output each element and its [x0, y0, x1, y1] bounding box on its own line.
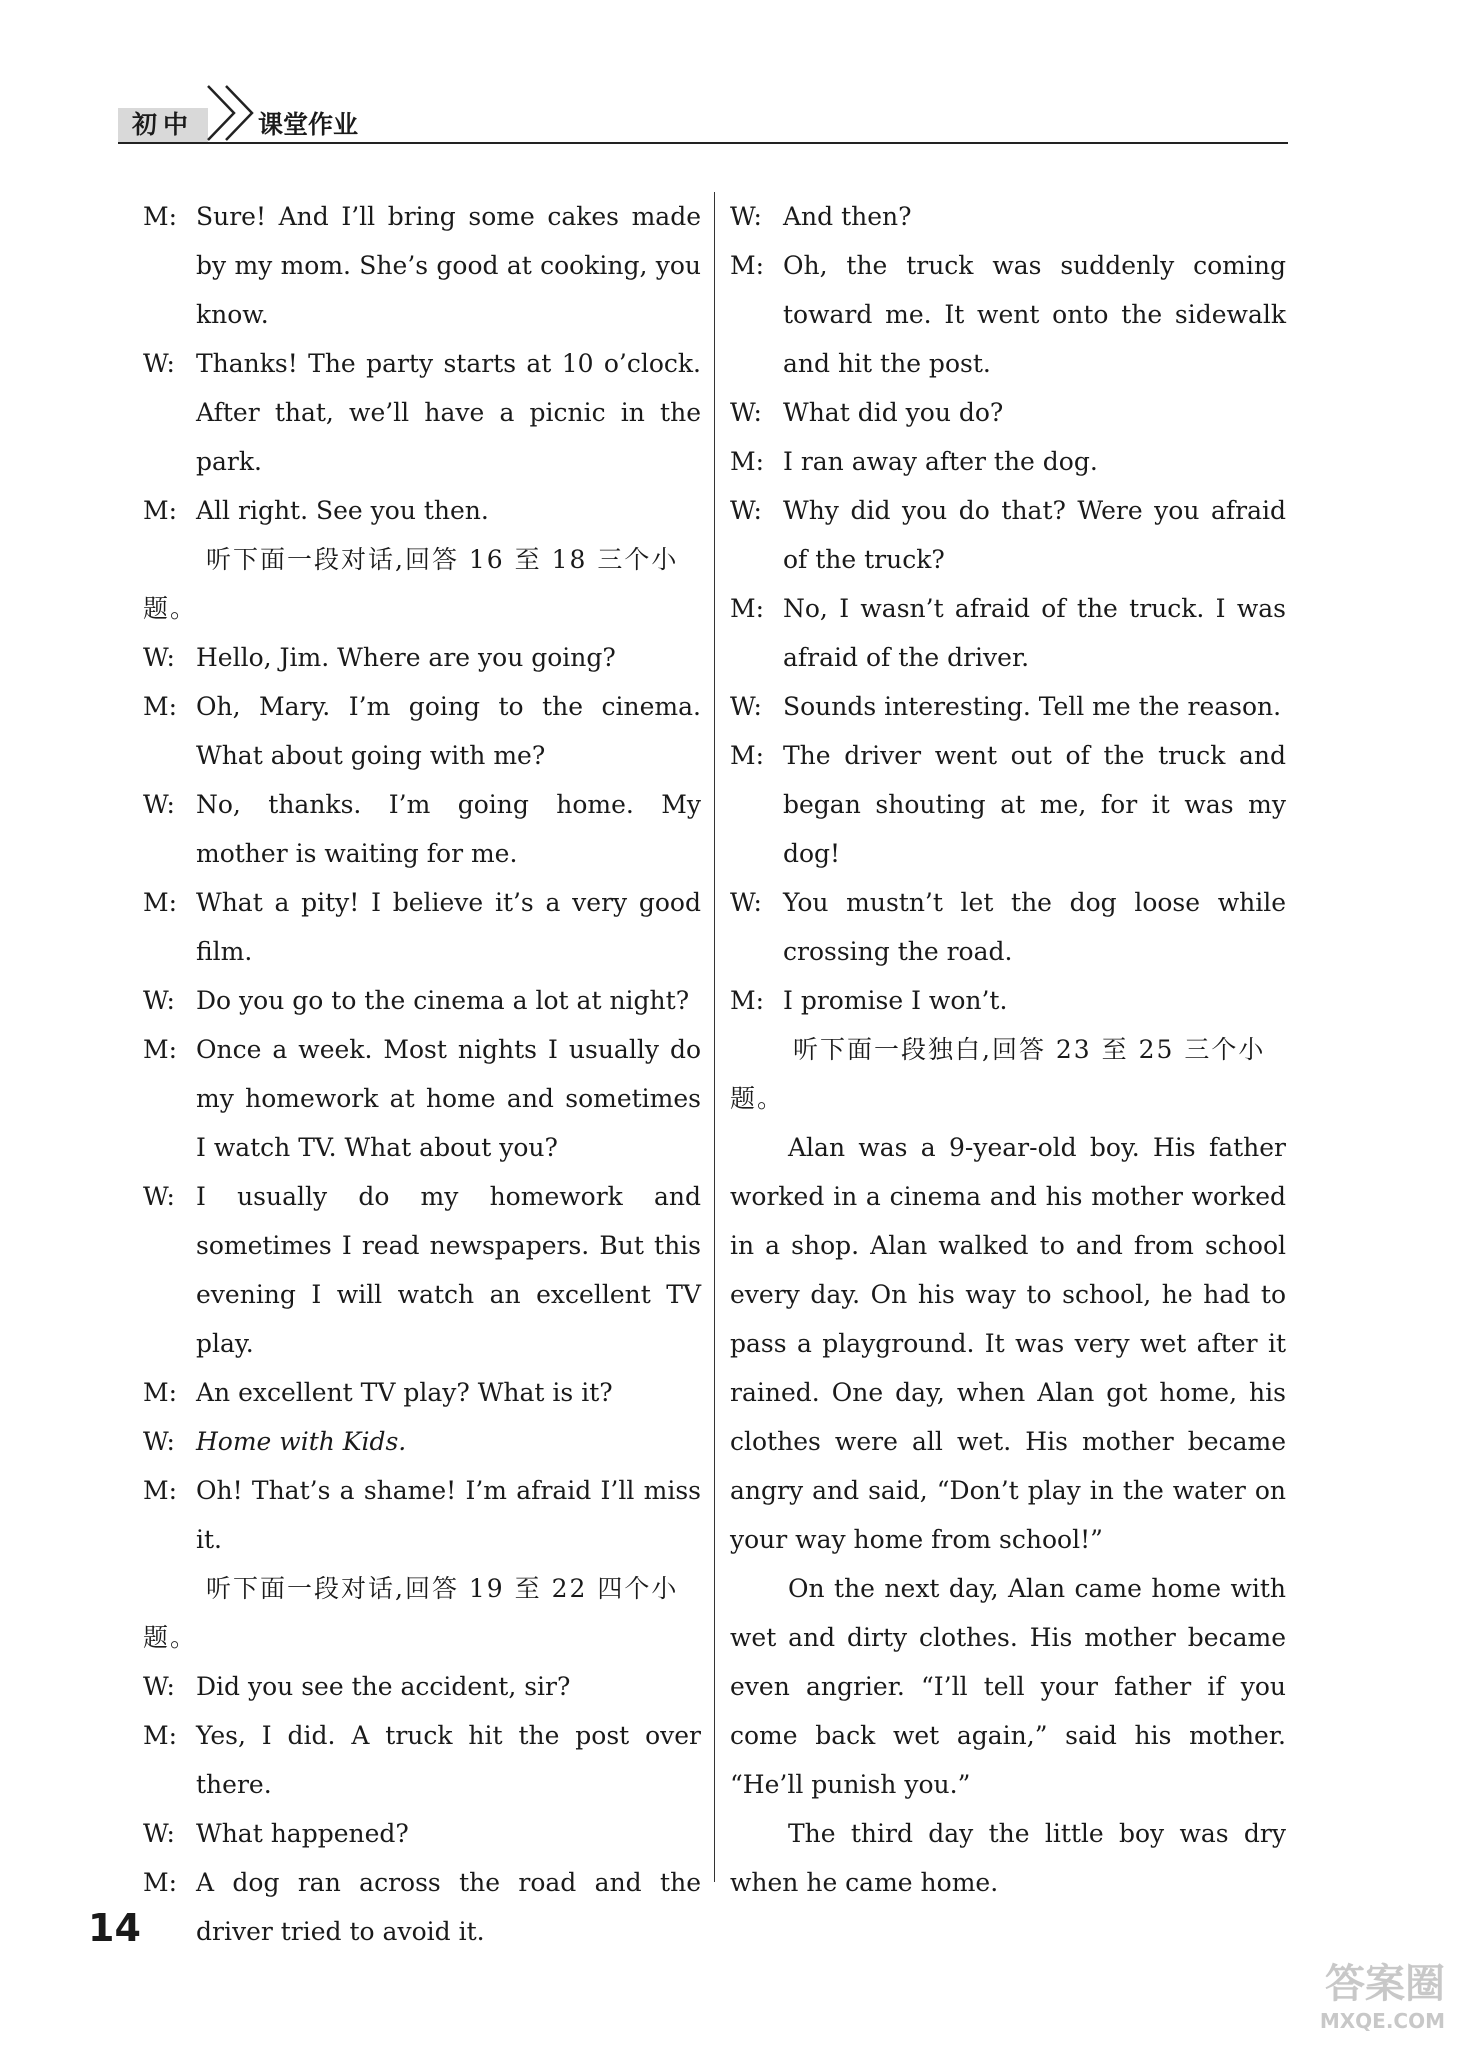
dialogue-text: Sounds interesting. Tell me the reason. — [783, 692, 1282, 721]
left-column — [143, 192, 701, 1956]
dialogue-text: And then? — [783, 202, 912, 231]
dialogue-turn — [143, 1662, 701, 1711]
dialogue-turn — [143, 192, 701, 339]
dialogue-text: Do you go to the cinema a lot at night? — [196, 986, 690, 1015]
speaker-label: M: — [143, 692, 178, 721]
speaker-label: M: — [143, 1476, 178, 1505]
dialogue-text: What a pity! I believe it’s a very good film. — [196, 888, 701, 966]
monologue-paragraph: On the next day, Alan came home with wet and dirty clothes. His mother became even angrier. “I’ll tell your father if you come back wet again,” said his mother. “He’ll punish you.” — [730, 1574, 1286, 1799]
listening-instruction: 听下面一段对话,回答 19 至 22 四个小题。 — [143, 1574, 679, 1652]
speaker-label: W: — [730, 692, 762, 721]
speaker-label: M: — [730, 986, 765, 1015]
header-badge: 初中 — [118, 108, 208, 142]
speaker-label: W: — [730, 202, 762, 231]
dialogue-turn — [143, 1711, 701, 1809]
dialogue-turn — [143, 486, 701, 535]
dialogue-turn — [730, 878, 1286, 976]
header-title: 课堂作业 — [258, 110, 359, 139]
dialogue-text: Yes, I did. A truck hit the post over there. — [196, 1721, 701, 1799]
dialogue-text: All right. See you then. — [196, 496, 489, 525]
dialogue-turn — [730, 976, 1286, 1025]
dialogue-turn — [143, 682, 701, 780]
dialogue-turn — [730, 682, 1286, 731]
dialogue-text: Oh, Mary. I’m going to the cinema. What about going with me? — [196, 692, 701, 770]
speaker-label: W: — [143, 1182, 175, 1211]
dialogue-text: Home with Kids. — [196, 1427, 407, 1456]
dialogue-turn — [730, 241, 1286, 388]
speaker-label: M: — [143, 1868, 178, 1897]
speaker-label: M: — [143, 1721, 178, 1750]
dialogue-turn — [143, 1858, 701, 1956]
dialogue-turn — [730, 584, 1286, 682]
speaker-label: W: — [730, 398, 762, 427]
dialogue-turn — [143, 1466, 701, 1564]
monologue-paragraph: The third day the little boy was dry when he came home. — [730, 1819, 1286, 1897]
dialogue-text: Did you see the accident, sir? — [196, 1672, 571, 1701]
dialogue-turn — [143, 1368, 701, 1417]
dialogue-turn — [730, 437, 1286, 486]
speaker-label: M: — [730, 741, 765, 770]
dialogue-turn — [143, 1025, 701, 1172]
dialogue-turn — [730, 388, 1286, 437]
right-column — [730, 192, 1286, 1907]
speaker-label: M: — [143, 202, 178, 231]
speaker-label: W: — [143, 1427, 175, 1456]
dialogue-text: I promise I won’t. — [783, 986, 1008, 1015]
speaker-label: W: — [730, 888, 762, 917]
monologue-paragraph: Alan was a 9-year-old boy. His father worked in a cinema and his mother worked in a shop. Alan walked to and from school every day. On his way to school, he had to pass a playground. It was very wet after it rained. One day, when Alan got home, his clothes were all wet. His mother became angry and said, “Don’t play in the water on your way home from school!” — [730, 1133, 1286, 1554]
dialogue-text: Oh, the truck was suddenly coming toward me. It went onto the sidewalk and hit the post. — [783, 251, 1286, 378]
double-chevron-icon — [200, 82, 266, 144]
speaker-label: M: — [730, 447, 765, 476]
speaker-label: W: — [143, 643, 175, 672]
dialogue-text: Once a week. Most nights I usually do my homework at home and sometimes I watch TV. What about you? — [196, 1035, 701, 1162]
speaker-label: W: — [143, 349, 175, 378]
dialogue-text: A dog ran across the road and the driver tried to avoid it. — [196, 1868, 701, 1946]
page-header — [118, 80, 1288, 146]
speaker-label: W: — [143, 1819, 175, 1848]
dialogue-text: Sure! And I’ll bring some cakes made by my mom. She’s good at cooking, you know. — [196, 202, 701, 329]
dialogue-turn — [143, 1417, 701, 1466]
dialogue-text: Why did you do that? Were you afraid of the truck? — [783, 496, 1286, 574]
dialogue-text: No, I wasn’t afraid of the truck. I was afraid of the driver. — [783, 594, 1286, 672]
column-divider — [714, 192, 715, 1882]
dialogue-text: What did you do? — [783, 398, 1004, 427]
dialogue-turn — [143, 633, 701, 682]
dialogue-text: What happened? — [196, 1819, 409, 1848]
dialogue-text: No, thanks. I’m going home. My mother is waiting for me. — [196, 790, 701, 868]
watermark — [1285, 1960, 1445, 2042]
listening-instruction: 听下面一段对话,回答 16 至 18 三个小题。 — [143, 545, 679, 623]
header-rule — [118, 142, 1288, 144]
speaker-label: M: — [143, 888, 178, 917]
speaker-label: W: — [143, 1672, 175, 1701]
dialogue-text: I usually do my homework and sometimes I read newspapers. But this evening I will watch an excellent TV play. — [196, 1182, 701, 1358]
dialogue-turn — [143, 339, 701, 486]
dialogue-text: The driver went out of the truck and began shouting at me, for it was my dog! — [783, 741, 1286, 868]
dialogue-turn — [730, 486, 1286, 584]
dialogue-text: Thanks! The party starts at 10 o’clock. After that, we’ll have a picnic in the park. — [196, 349, 701, 476]
dialogue-text: You mustn’t let the dog loose while crossing the road. — [783, 888, 1286, 966]
speaker-label: M: — [143, 1378, 178, 1407]
speaker-label: M: — [730, 251, 765, 280]
watermark-logo: 答案圈 — [1325, 1961, 1445, 2007]
speaker-label: M: — [143, 496, 178, 525]
speaker-label: W: — [143, 790, 175, 819]
dialogue-turn — [143, 1172, 701, 1368]
page-number: 14 — [88, 1906, 141, 1950]
dialogue-text: Oh! That’s a shame! I’m afraid I’ll miss it. — [196, 1476, 701, 1554]
speaker-label: W: — [143, 986, 175, 1015]
dialogue-text: Hello, Jim. Where are you going? — [196, 643, 616, 672]
dialogue-text: An excellent TV play? What is it? — [196, 1378, 613, 1407]
speaker-label: M: — [143, 1035, 178, 1064]
dialogue-turn — [730, 731, 1286, 878]
dialogue-turn — [143, 976, 701, 1025]
listening-instruction: 听下面一段独白,回答 23 至 25 三个小题。 — [730, 1035, 1266, 1113]
dialogue-text: I ran away after the dog. — [783, 447, 1098, 476]
watermark-url: MXQE.COM — [1319, 2009, 1445, 2033]
speaker-label: M: — [730, 594, 765, 623]
speaker-label: W: — [730, 496, 762, 525]
dialogue-turn — [143, 1809, 701, 1858]
dialogue-turn — [730, 192, 1286, 241]
dialogue-turn — [143, 780, 701, 878]
dialogue-turn — [143, 878, 701, 976]
